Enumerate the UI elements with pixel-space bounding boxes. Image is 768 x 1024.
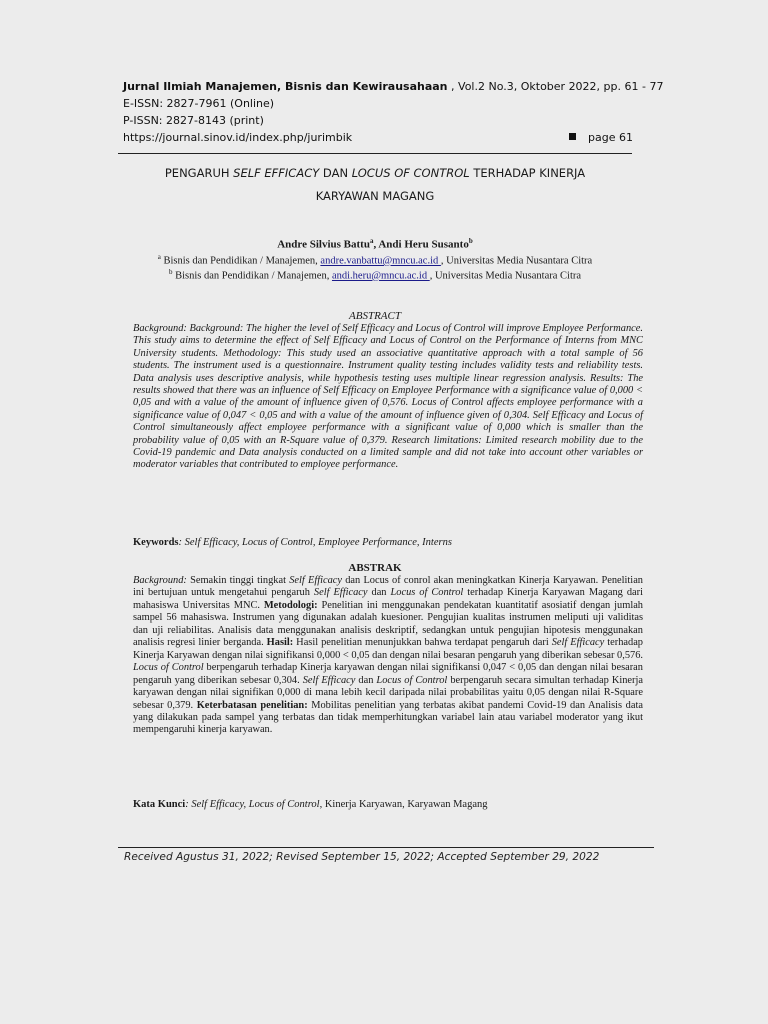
title-italic: SELF EFFICACY xyxy=(233,166,320,180)
title-italic: LOCUS OF CONTROL xyxy=(351,166,470,180)
abstrak-body xyxy=(133,575,643,737)
author-list xyxy=(118,237,632,251)
abstrak-bold: Keterbatasan penelitian: xyxy=(196,699,308,711)
abstrak-text: berpengaruh terhadap Kinerja karyawan dengan nilai signifikansi 0,047 < 0,05 dan dengan nilai besaran pengaruh yang diberikan sebesar 0,304. xyxy=(133,662,643,686)
author-superscript: a xyxy=(369,237,374,245)
author-superscript: b xyxy=(468,237,473,245)
header-divider xyxy=(118,153,632,154)
email-link[interactable]: andre.vanbattu@mncu.ac.id xyxy=(320,255,441,267)
abstrak-italic: Self Efficacy xyxy=(551,637,605,649)
abstrak-italic: Locus of Control xyxy=(390,587,464,599)
abstrak-text: Semakin tinggi tingkat xyxy=(186,575,290,586)
keywords-text: : Self Efficacy, Locus of Control, Employee Performance, Interns xyxy=(178,537,452,548)
abstrak-text: terhadap Kinerja Karyawan dengan nilai signifikansi 0,000 < 0,05 dan dengan nilai besaran pengaruh yang diberikan sebesar 0,576. xyxy=(133,637,644,661)
page-number xyxy=(569,129,633,146)
abstrak-bold: Metodologi: xyxy=(263,599,318,611)
abstrak-heading: ABSTRAK xyxy=(348,562,402,574)
kata-kunci-label: Kata Kunci xyxy=(133,799,186,810)
abstrak-italic: Self Efficacy xyxy=(289,575,343,586)
abstrak-text: Penelitian ini menggunakan pendekatan kuantitatif asosiatif dengan jumlah sampel 56 mahasiswa. Instrumen yang digunakan adalah kuesioner. Pengujian kualitas instrumen meliputi uji validitas dan uji reliabilitas. Analisis data menggunakan analisis deskriptif, sedangkan untuk pengujian hipotesis menggunakan analisis regresi linier berganda. xyxy=(133,599,644,649)
author-separator: , xyxy=(373,238,379,251)
affiliation-university: , Universitas Media Nusantara Citra xyxy=(429,270,582,282)
received-dates: Received Agustus 31, 2022; Revised September 15, 2022; Accepted September 29, 2022 xyxy=(124,851,600,863)
abstrak-text: Hasil penelitian menunjukkan bahwa terdapat pengaruh dari xyxy=(293,637,552,649)
abstrak-italic: Locus of Control xyxy=(376,674,448,686)
abstrak-text: dan Locus of conrol akan meningkatkan Kinerja Karyawan. Penelitian ini bertujuan untuk mengetahui pengaruh xyxy=(133,575,643,599)
journal-header xyxy=(123,78,664,146)
abstrak-text: dan xyxy=(367,587,391,599)
abstrak-text: dan xyxy=(355,674,377,686)
kata-kunci-text: Kinerja Karyawan, Karyawan Magang xyxy=(322,799,488,810)
abstrak-bold: Hasil: xyxy=(266,637,294,649)
email-link[interactable]: andi.heru@mncu.ac.id xyxy=(331,270,430,282)
title-text: TERHADAP KINERJA xyxy=(469,166,586,180)
affiliation-university: , Universitas Media Nusantara Citra xyxy=(440,255,593,267)
affiliation-text: Bisnis dan Pendidikan / Manajemen, xyxy=(172,270,332,282)
author-name: Andi Heru Susanto xyxy=(378,238,469,251)
abstrak-italic: Locus of Control xyxy=(133,662,204,674)
affiliation-superscript: a xyxy=(157,253,161,261)
title-text: DAN xyxy=(319,166,352,180)
title-text: PENGARUH xyxy=(164,166,234,180)
page-number-text: page 61 xyxy=(588,131,633,144)
author-name: Andre Silvius Battu xyxy=(277,238,370,251)
affiliation-b xyxy=(118,268,632,282)
pissn: P-ISSN: 2827-8143 (print) xyxy=(123,114,264,127)
title-line-2: KARYAWAN MAGANG xyxy=(315,189,435,203)
affiliation-superscript: b xyxy=(168,268,173,276)
abstract-heading: ABSTRACT xyxy=(349,310,401,322)
abstract-body: Background: Background: The higher the level of Self Efficacy and Locus of Control will improve Employee Performance. This study aims to determine the effect of Self Efficacy and Locus of Control on the Performance of Interns from MNC University students. Methodology: This study used an associative quantitative approach with a total sample of 56 students. The instrument used is a questionnaire. Instrument quality testing includes validity tests and reliability tests. Data analysis uses descriptive analysis, while hypothesis testing uses multiple linear regression analysis. Results: The results showed that there was an influence of Self Efficacy on Employee Performance with a significance value of 0,000 < 0,05 and with a value of the amount of influence given of 0,576. Locus of Control affects employee performance with a significance value of 0,047 < 0,05 and with a value of the amount of influence given of 0,304. Self Efficacy and Locus of Control simultaneously affect employee performance with a significant value of 0,000 which is smaller than the probability value of 0,05 with an R-Square value of 0,379. Research limitations: Limited research mobility due to the Covid-19 pandemic and Data analysis conducted on a limited sample and did not take into account other variables or moderator variables that contributed to employee performance. xyxy=(133,323,643,471)
abstrak-italic: Self Efficacy xyxy=(313,587,368,599)
journal-url[interactable]: https://journal.sinov.id/index.php/jurimbik xyxy=(123,131,353,144)
kata-kunci-italic: : Self Efficacy, Locus of Control, xyxy=(185,799,323,810)
square-bullet-icon xyxy=(569,133,576,140)
footer-divider xyxy=(118,847,654,848)
journal-name: Jurnal Ilmiah Manajemen, Bisnis dan Kewirausahaan xyxy=(123,80,448,93)
abstrak-italic: Background: xyxy=(133,575,187,586)
title-line-1 xyxy=(118,162,632,185)
affiliation-a xyxy=(118,253,632,267)
affiliation-text: Bisnis dan Pendidikan / Manajemen, xyxy=(160,255,321,267)
keywords xyxy=(133,537,643,548)
abstrak-text: terhadap Kinerja Karyawan Magang dari mahasiswa Universitas MNC. xyxy=(133,587,644,611)
journal-volume: , Vol.2 No.3, Oktober 2022, pp. 61 - 77 xyxy=(447,80,664,93)
journal-line xyxy=(123,78,664,95)
paper-title xyxy=(118,162,632,208)
abstrak-text: Mobilitas penelitian yang terbatas akibat pandemi Covid-19 dan Analisis data yang dilakukan pada sampel yang terbatas dan tidak memperhitungkan variabel lain atau variabel moderator yang ikut mempengaruhi kinerja karyawan. xyxy=(133,699,643,736)
eissn: E-ISSN: 2827-7961 (Online) xyxy=(123,97,275,110)
keywords-label: Keywords xyxy=(133,537,179,548)
kata-kunci xyxy=(133,799,643,810)
abstrak-text: berpengaruh secara simultan terhadap Kinerja karyawan dengan nilai signifikan 0,000 di mana lebih kecil daripada nilai probabilitas yaitu 0,05 dengan nilai R-Square sebesar 0,379. xyxy=(133,674,643,711)
abstrak-italic: Self Efficacy xyxy=(302,674,356,686)
